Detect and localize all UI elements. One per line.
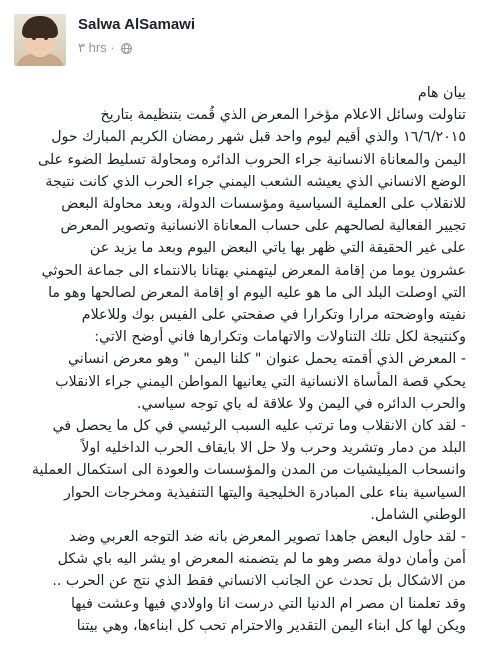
avatar-eye: [32, 36, 36, 40]
post-line: أمن وأمان دولة مصر وهو ما لم يتضمنه المعرض او يشر اليه باي شكل: [57, 551, 466, 568]
post-line: التي اوصلت البلد الى ما هو عليه اليوم او إقامة المعرض لصالحها وهو ما: [48, 284, 466, 301]
post-line: البلد من دمار وتشريد وحرب ولا حل الا بايقاف الحرب الداخليه اولاً: [81, 440, 466, 457]
post-line: تناولت وسائل الاعلام مؤخرا المعرض الذي قُمت بتنظيمة بتاريخ: [100, 107, 466, 124]
post-line: والحرب الدائره في اليمن ولا علاقة له باي توجه سياسي.: [136, 395, 466, 412]
post-line: الوضع الانساني الذي يعيشه الشعب اليمني جراء الحرب الذي كانت نتيجة: [45, 173, 466, 190]
avatar-eye: [44, 36, 48, 40]
post-meta: [78, 40, 132, 56]
post-title: بيان هام: [417, 85, 466, 101]
post-line: ١٦/٦/٢٠١٥ والذي أقيم ليوم واحد قبل شهر رمضان الكريم المبارك حول: [51, 129, 466, 146]
author-name[interactable]: Salwa AlSamawi: [78, 16, 195, 33]
post-line: اليمن والمعاناة الانسانية جراء الحروب الدائره ومحاولة تسليط الضوء على: [38, 151, 466, 168]
avatar-hair: [22, 16, 58, 38]
post-line: من الاشكال بل تحدث عن الجانب الانساني فقط الذي نتج عن الحرب ..: [52, 573, 466, 590]
post-header: [0, 0, 480, 72]
post-line: الوطني الشامل.: [370, 506, 466, 523]
avatar[interactable]: [14, 14, 66, 66]
post-line: - المعرض الذي أقمته يحمل عنوان " كلنا اليمن " وهو معرض انساني: [67, 351, 466, 368]
post-line: - لقد حاول البعض جاهدا تصوير المعرض بانه ضد التوجه العربي وضد: [69, 529, 466, 546]
globe-icon[interactable]: [121, 43, 132, 54]
post-line: وانسحاب الميليشيات من المدن والمؤسسات والعودة الى استكمال العملية: [31, 462, 466, 479]
post-line: وقد تعلمنا ان مصر ام الدنيا التي درست انا واولادي فيها وعشت فيها: [70, 595, 466, 612]
post-line: على غير الحقيقة التي ظهر بها ياتي البعض اليوم وبعد ما يزيد عن: [89, 240, 466, 257]
post-line: عشرون يوما من إقامة المعرض ليتهمني بهتانا بالانتماء الى جماعة الحوثي: [41, 262, 466, 279]
post-line: للانقلاب على العملية السياسية ومؤسسات الدولة، وبعد محاولة البعض: [61, 196, 466, 213]
post-line: يحكي قصة المأساة الانسانية التي يعانيها المواطن اليمني جراء الانقلاب: [55, 373, 466, 390]
post-line: نفيته واوضحته مرارا وتكرارا في صفحتي على الفيس بوك وللاعلام: [81, 307, 466, 324]
post-line: وكنتيجة لكل تلك التناولات والاتهامات وتكرارها فاني أوضح الاتي:: [94, 329, 466, 346]
post-timestamp[interactable]: ٣ hrs ·: [78, 40, 115, 55]
post-line: ويكن لها كل ابناء اليمن التقدير والاحترام تحب كل ابناءها، وهي بيتنا: [76, 617, 466, 634]
post-line: السياسية بناء على المبادرة الخليجية واليتها التنفيذية ومخرجات الحوار: [64, 484, 466, 501]
post-line: تجيير الفعالية لصالحهم على حساب المعاناة الانسانية وتصوير المعرض: [60, 218, 466, 235]
post-body: [18, 82, 466, 637]
post-line: - لقد كان الانقلاب وما ترتب عليه السبب الرئيسي في كل ما يحصل في: [52, 418, 466, 435]
